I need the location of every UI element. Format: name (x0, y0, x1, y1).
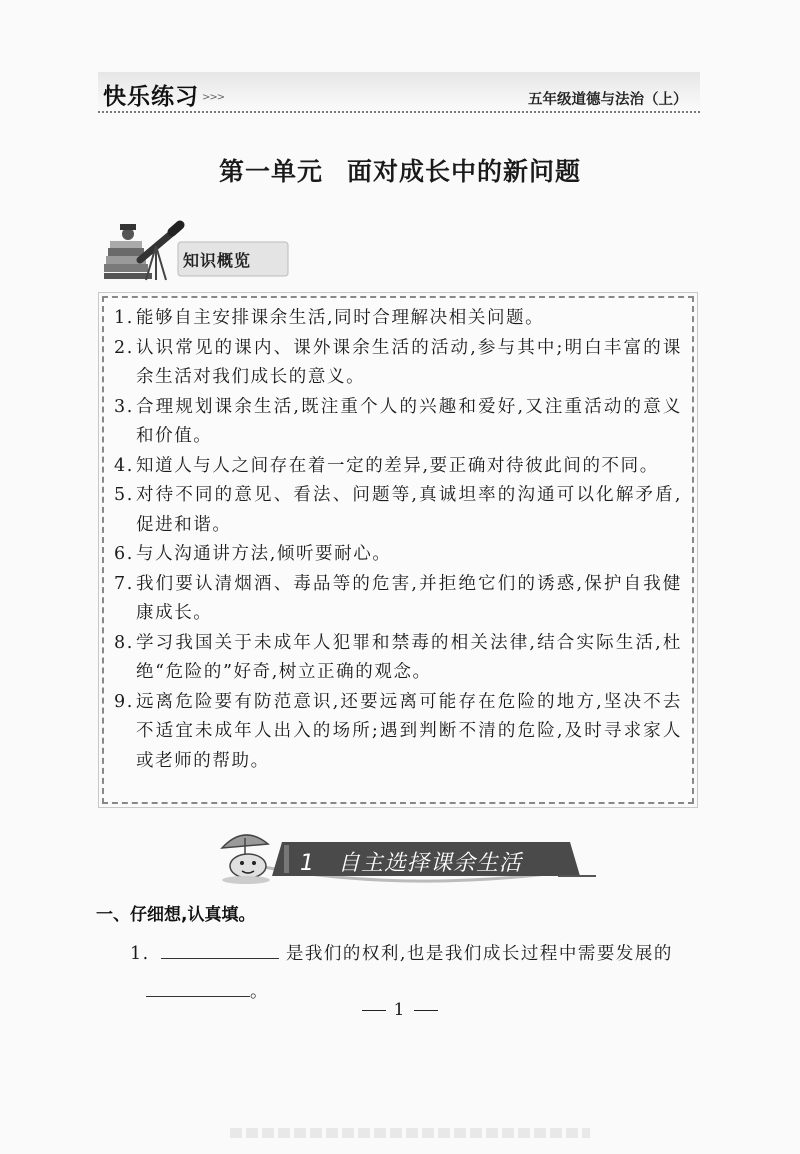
brand-title: 快乐练习 (103, 84, 199, 110)
lesson-number: 1 (300, 851, 315, 876)
chevron-right-icon: >>> (202, 92, 225, 103)
list-item: 3. 合理规划课余生活,既注重个人的兴趣和爱好,又注重活动的意义和价值。 (114, 396, 682, 446)
faint-footer-text (230, 1128, 590, 1138)
unit-number: 第一单元 (218, 157, 323, 186)
list-item: 4. 知道人与人之间存在着一定的差异,要正确对待彼此间的不同。 (114, 455, 659, 476)
unit-name: 面对成长中的新问题 (347, 157, 582, 186)
page-dash-right (414, 1010, 438, 1011)
unit-title (0, 152, 800, 188)
answer-blank[interactable] (146, 976, 250, 997)
question-1 (130, 938, 673, 965)
overview-label: 知识概览 (183, 251, 252, 270)
page-number-value: 1 (393, 1000, 407, 1020)
lesson-title (300, 846, 560, 877)
answer-blank[interactable] (161, 938, 279, 959)
list-item: 6. 与人沟通讲方法,倾听要耐心。 (114, 544, 392, 564)
question-end: 。 (250, 982, 268, 1002)
knowledge-list (114, 304, 682, 776)
question-1-continuation (146, 976, 268, 1003)
list-item: 9. 远离危险要有防范意识,还要远离可能存在危险的地方,坚决不去不适宜未成年人出入的场所;遇到判断不清的危险,及时寻求家人或老师的帮助。 (114, 691, 682, 771)
page-number (0, 1000, 800, 1020)
book-title: 五年级道德与法治（上） (528, 92, 688, 108)
question-number: 1. (130, 944, 150, 964)
list-item: 1. 能够自主安排课余生活,同时合理解决相关问题。 (114, 308, 545, 328)
list-item: 2. 认识常见的课内、课外课余生活的活动,参与其中;明白丰富的课余生活对我们成长的意义。 (114, 337, 682, 387)
list-item: 8. 学习我国关于未成年人犯罪和禁毒的相关法律,结合实际生活,杜绝“危险的”好奇,树立正确的观念。 (114, 632, 682, 682)
list-item: 5. 对待不同的意见、看法、问题等,真诚坦率的沟通可以化解矛盾,促进和谐。 (114, 485, 682, 535)
question-text: 是我们的权利,也是我们成长过程中需要发展的 (285, 944, 673, 964)
page-dash-left (362, 1010, 386, 1011)
umbrella-mascot-icon (222, 835, 270, 884)
list-item: 7. 我们要认清烟酒、毒品等的危害,并拒绝它们的诱惑,保护自我健康成长。 (114, 573, 682, 623)
header-divider (98, 111, 700, 113)
lesson-name: 自主选择课余生活 (338, 851, 523, 876)
section-heading: 一、仔细想,认真填。 (96, 905, 256, 925)
